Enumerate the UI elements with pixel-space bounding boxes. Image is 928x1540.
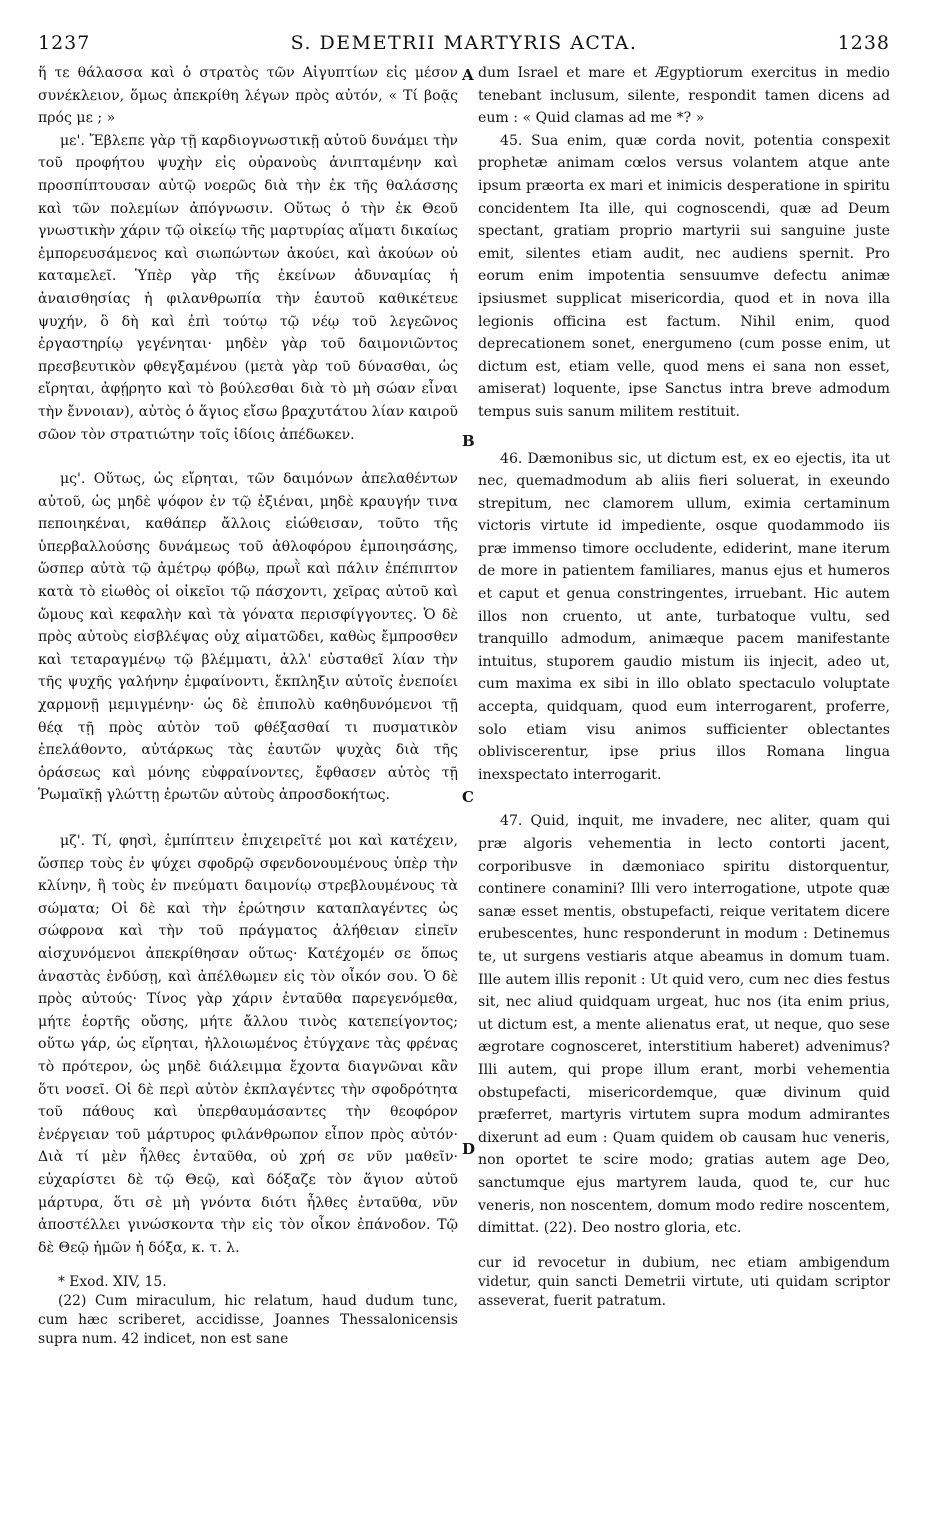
margin-letter-a: A xyxy=(462,66,474,84)
page-number-left: 1237 xyxy=(38,32,91,54)
running-header xyxy=(38,32,890,58)
margin-letter-d: D xyxy=(462,1140,476,1158)
margin-letter-b: B xyxy=(462,432,475,450)
greek-paragraph-47: μζ'. Τί, φησὶ, ἐμπίπτειν ἐπιχειρεῖτέ μοι καὶ κατέχειν, ὥσπερ τοὺς ἐν ψύχει σφοδρῷ σφενδονουμένους ὑπὲρ τὴν κλίνην, ἢ τοὺς ἐν πνεύματι δαιμονίῳ στρεβλουμένους τὰ σώματα; Οἱ δὲ καὶ τὴν ἐρώτησιν καταπλαγέντες ὡς σώφρονα καὶ τὴν τοῦ πράγματος ἀλήθειαν εἰπεῖν αἰσχυνόμενοι ἀπεκρίθησαν οὕτως· Κατέχομέν σε ὅπως ἀναστὰς ἐνδύσῃ, καὶ ἀπέλθωμεν εἰς τὸν οἶκόν σου. Ὁ δὲ πρὸς αὐτούς· Τίνος γὰρ χάριν ἐνταῦθα παρεγενόμεθα, μήτε ἑορτῆς οὔσης, μήτε ἄλλου τινὸς κατεπείγοντος; οὕτω γάρ, ὡς εἴρηται, ἠλλοιωμένος ἐτύγχανε τὰς φρένας τὸ πρότερον, ὡς μηδὲ διάλειμμα ἔχοντα διαγνῶναι κἂν ὅτι νοσεῖ. Οἱ δὲ περὶ αὐτὸν ἐκπλαγέντες τὴν σφοδρότητα τοῦ πάθους καὶ ὑπερθαυμάσαντες τὴν θεοφόρον ἐνέργειαν τοῦ μάρτυρος φιλάνθρωπον εἶπον πρὸς αὐτόν· Διὰ τί μὲν ἦλθες ἐνταῦθα, οὐ χρή σε νῦν μαθεῖν· εὐχαρίστει δὲ τῷ Θεῷ, καὶ δόξαζε τὸν ἅγιον αὐτοῦ μάρτυρα, ὅτι σὲ μὴ γνόντα διότι ἦλθες ἐνταῦθα, νῦν ἀποστέλλει γινώσκοντα τὴν εἰς τὸν οἶκον ἐπάνοδον. Τῷ δὲ Θεῷ ἡμῶν ἡ δόξα, κ. τ. λ. xyxy=(38,833,458,1256)
greek-paragraph-45: με'. Ἔβλεπε γὰρ τῇ καρδιογνωστικῇ αὐτοῦ δυνάμει τὴν τοῦ προφήτου ψυχὴν εἰς οὐρανοὺς ἀνιπταμένην καὶ προσπίπτουσαν αὐτῷ νοερῶς διὰ τὴν ἐκ τῆς θαλάσσης καὶ τῶν πολεμίων ἀπόγνωσιν. Οὕτως ὁ τὴν ἐκ Θεοῦ γνωστικὴν χάριν τῷ οἰκείῳ τῆς μαρτυρίας αἵματι δικαίως ἐμπορευσάμενος καὶ σιωπώντων ἀκούει, καὶ ἀκούων οὐ καταμελεῖ. Ὑπὲρ γὰρ τῆς ἐκείνων ἀδυναμίας ἡ ἀναισθησίας ἡ φιλανθρωπία τὴν ἑαυτοῦ καθικέτευε ψυχήν, ὃ δὴ καὶ ἐπὶ τούτῳ τῷ νέῳ τοῦ λεγεῶνος ἐργαστηρίῳ γεγένηται· μηδὲν γὰρ τοῦ δαιμονιῶντος πρεσβευτικὸν φθεγξαμένου (μετὰ γὰρ τοῦ δύνασθαι, ὡς εἴρηται, ἀφῄρητο καὶ τὸ βούλεσθαι διὰ τὸ μὴ σώαν εἶναι τὴν ἔννοιαν), αὐτὸς ὁ ἅγιος εἴσω βραχυτάτου λίαν καιροῦ σῶον τὸν στρατιώτην τοῖς ἰδίοις ἀπέδωκεν. xyxy=(38,132,458,443)
greek-paragraph-46: μς'. Οὕτως, ὡς εἴρηται, τῶν δαιμόνων ἀπελαθέντων αὐτοῦ, ὡς μηδὲ ψόφον ἐν τῷ ἐξιέναι, μηδὲ κραυγήν τινα πεποιηκέναι, καθάπερ ἄλλοις εἰώθεισαν, τοῦτο τῆς ὑπερβαλλούσης δυνάμεως τοῦ ἀθλοφόρου ἐμποιησάσης, ὥσπερ αὐτὰ τῷ ἀμέτρῳ φόβῳ, πρωῒ καὶ πάλιν ἐπέπιπτον κατὰ τὸ εἰωθὸς οἱ οἰκεῖοι τῷ πάσχοντι, χεῖρας αὐτοῦ καὶ ὤμους καὶ κεφαλὴν καὶ τὰ γόνατα περισφίγγοντες. Ὁ δὲ πρὸς αὐτοὺς εἰσβλέψας οὐχ αἱματῶδει, καθὼς ἔμπροσθεν καὶ τεταραγμένῳ τῷ βλέμματι, ἀλλ' εὐσταθεῖ λίαν τὴν τῆς ψυχῆς γαλήνην ἐμφαίνοντι, ἔκπληξιν αὐτοῖς ἐνεποίει χαρμονῇ μεμιγμένην· ὡς δὲ ἐπιπολὺ καθηδυνόμενοι τῇ θέᾳ τῇ πρὸς αὐτὸν τοῦ φθέξασθαί τι πυσματικὸν ἐπελάθοντο, αὐτάρκως τὰς ἑαυτῶν ψυχὰς διὰ τῆς ὁράσεως καὶ μόνης εὐφραίνοντες, ἔφθασεν αὐτὸς τῇ Ῥωμαϊκῇ γλώττῃ ἐρωτῶν αὐτοὺς ἀπροσδοκήτως. xyxy=(38,471,458,804)
footnote-22-continued: cur id revocetur in dubium, nec etiam ambigendum videtur, quin sancti Demetrii virtute, uti quidam scriptor asseverat, fuerit patratum. xyxy=(478,1254,890,1309)
footnote-reference: * Exod. XIV, 15. xyxy=(58,1274,167,1291)
greek-column xyxy=(38,62,458,1349)
latin-paragraph-47: 47. Quid, inquit, me invadere, nec aliter, quam qui præ algoris vehementia in lecto contorti jacent, corporibusve in dæmoniaco spiritu distorquentur, continere conamini? Illi vero interrogatione, utpote quæ sanæ esset mentis, obstupefacti, reique veritatem dicere erubescentes, hunc responderunt in modum : Detinemus te, ut surgens vestiaris atque abeamus in domum tuam. Ille autem illis reponit : Ut quid vero, cum nec dies festus sit, nec aliud quidquam urgeat, huc nos (ita enim prius, ut dictum est, a mente alienatus erat, ut neque, quo sese ægrotare cognosceret, interstitium haberet) advenimus? Illi autem, qui prope illum erant, morbi vehementia obstupefacti, misericordemque, quæ divinum quid præferret, martyris virtutem supra modum admirantes dixerunt ad eum : Quam quidem ob causam huc veneris, non oportet te scire modo; gratias autem age Deo, sanctumque ejus martyrem lauda, quod te, cur huc veneris, non noscentem, domum modo redire noscentem, dimittat. (22). Deo nostro gloria, etc. xyxy=(478,813,890,1237)
running-title: S. DEMETRII MARTYRIS ACTA. xyxy=(290,32,638,54)
latin-paragraph-45: 45. Sua enim, quæ corda novit, potentia conspexit prophetæ animam cœlos versus volantem atque ante ipsum præorta ex mari et inimicis desperatione in spiritu concidentem Ita ille, qui cognoscendi, quæ ad Deum spectant, gratiam proprio martyrii sui sanguine juste emit, silentes etiam audit, nec audiens spernit. Pro eorum enim impotentia sensuumve defectu animæ ipsiusmet supplicat misericordia, quod et in nova illa legionis officina est factum. Nihil enim, quod deprecationem sonet, energumeno (cum posse enim, ut dictum est, etiam velle, quod mens ei sana non esset, amiserat) loquente, ipse Sanctus intra breve admodum tempus suis sanum militem restituit. xyxy=(478,132,890,420)
page-number-right: 1238 xyxy=(837,32,890,54)
latin-paragraph-46: 46. Dæmonibus sic, ut dictum est, ex eo ejectis, ita ut nec, quemadmodum ab aliis fieri soluerat, in exeundo strepitum, nec clamorem ullum, eximia certaminum victoris virtute id impediente, osque quodammodo iis præ immenso timore occludente, ediderint, mane iterum de more in patientem familiares, manus ejus et humeros et caput et genua constringentes, irruebant. Hic autem illos non cruento, ut ante, turbatoque vultu, sed tranquillo admodum, animæque pacem manifestante intuitus, stuporem gaudio mistum iis injecit, adeo ut, cum maxima ex sibi in illo oblato spectaculo voluptate accepta, quidquam, quod eum interrogarent, proferre, solo etiam visu animos sufficienter oblectantes obliviscerentur, ipse prius illos Romana lingua inexspectato interrogarit. xyxy=(478,450,890,783)
latin-column xyxy=(478,62,890,1311)
latin-paragraph-1: dum Israel et mare et Ægyptiorum exercitus in medio tenebant inclusum, silente, respondit tamen dicens ad eum : « Quid clamas ad me *? » xyxy=(478,65,890,127)
margin-letter-c: C xyxy=(462,788,474,806)
footnote-22-start: (22) Cum miraculum, hic relatum, haud dudum tunc, cum hæc scriberet, accidisse, Joannes Thessalonicensis supra num. 42 indicet, non est sane xyxy=(38,1293,458,1348)
greek-paragraph-1: ἥ τε θάλασσα καὶ ὁ στρατὸς τῶν Αἰγυπτίων εἰς μέσον συνέκλειον, ὅμως ἀπεκρίθη λέγων πρὸς αὐτόν, « Τί βοᾷς πρός με ; » xyxy=(38,65,458,127)
